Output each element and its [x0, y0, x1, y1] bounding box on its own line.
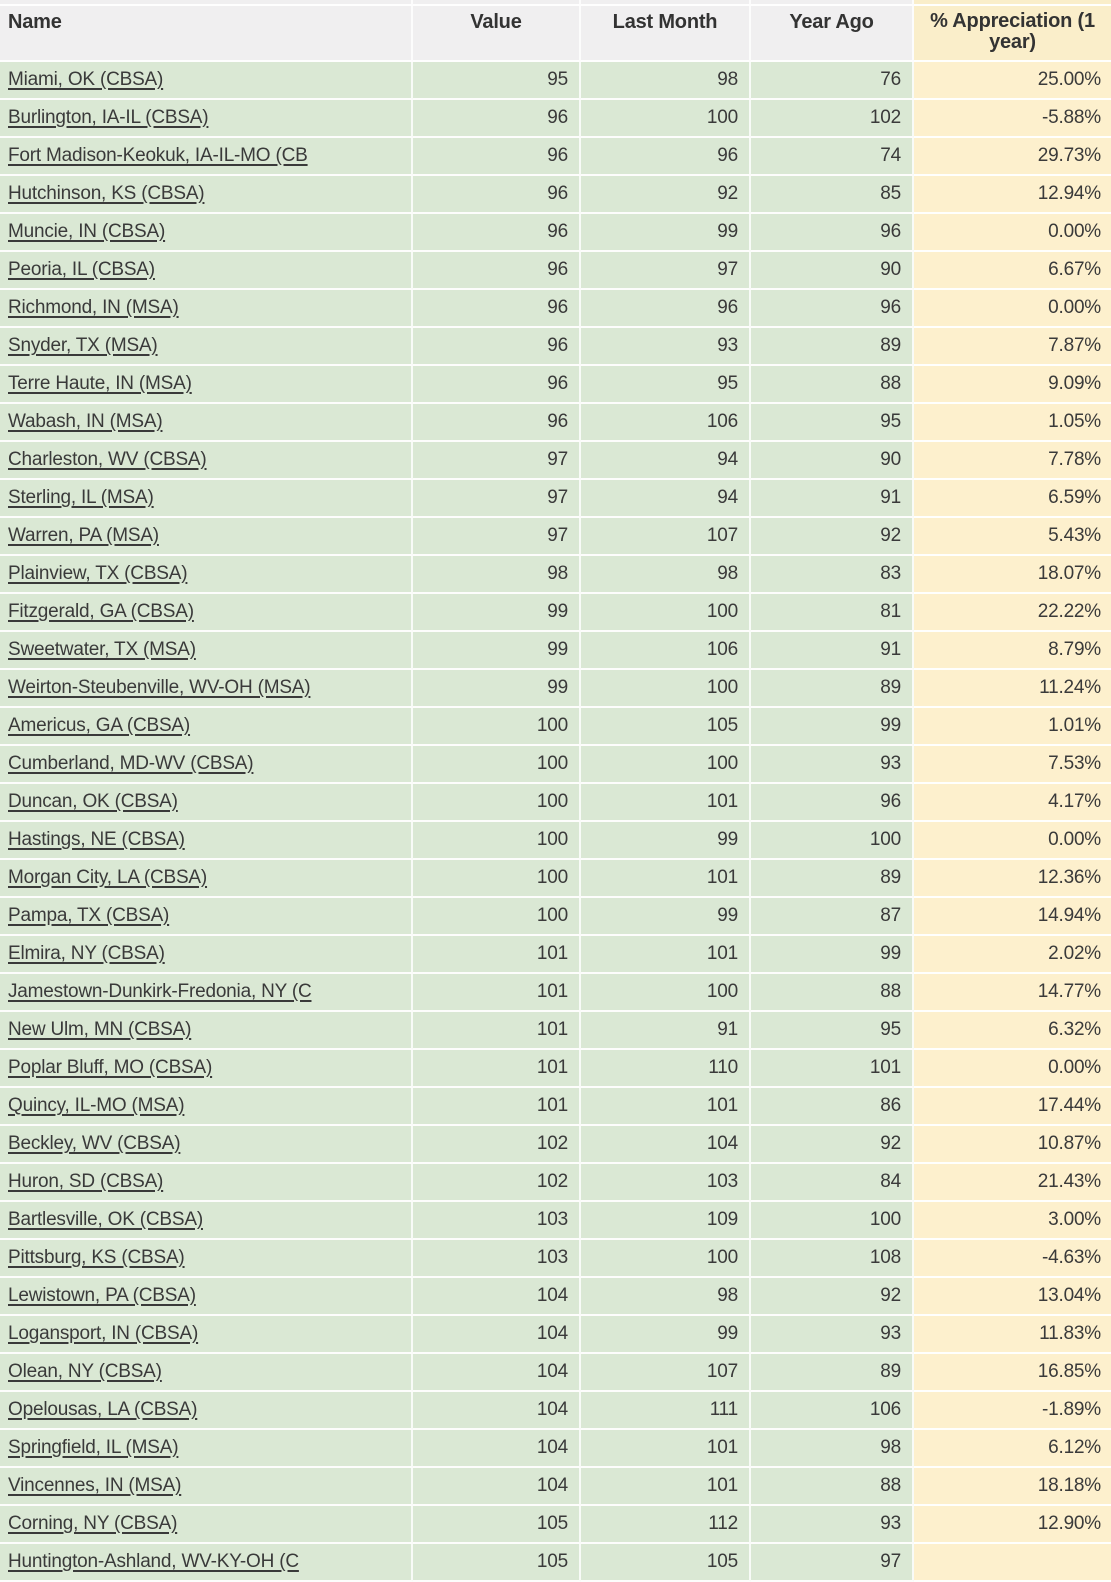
value-cell: 102	[413, 1126, 581, 1164]
value-cell: 97	[413, 518, 581, 556]
column-header-appreciation: % Appreciation (1 year)	[914, 6, 1111, 62]
last-month-cell: 96	[581, 290, 751, 328]
name-cell	[0, 670, 413, 708]
last-month-cell: 91	[581, 1012, 751, 1050]
year-ago-cell: 96	[751, 290, 914, 328]
name-link[interactable]: Sterling, IL (MSA)	[8, 487, 154, 508]
name-cell	[0, 366, 413, 404]
appreciation-cell: 6.12%	[914, 1430, 1111, 1468]
appreciation-cell: 1.05%	[914, 404, 1111, 442]
value-cell: 104	[413, 1430, 581, 1468]
last-month-cell: 105	[581, 708, 751, 746]
last-month-cell: 101	[581, 784, 751, 822]
name-cell	[0, 1430, 413, 1468]
last-month-cell: 103	[581, 1164, 751, 1202]
last-month-cell: 99	[581, 1316, 751, 1354]
year-ago-cell: 89	[751, 860, 914, 898]
last-month-cell: 106	[581, 404, 751, 442]
appreciation-cell: 6.59%	[914, 480, 1111, 518]
appreciation-cell: 18.07%	[914, 556, 1111, 594]
appreciation-cell: 13.04%	[914, 1278, 1111, 1316]
value-cell: 100	[413, 822, 581, 860]
last-month-cell: 95	[581, 366, 751, 404]
appreciation-cell: 1.01%	[914, 708, 1111, 746]
table-row	[0, 1544, 1111, 1582]
column-header-year-ago: Year Ago	[751, 6, 914, 62]
name-link[interactable]: Huron, SD (CBSA)	[8, 1171, 164, 1192]
table-row	[0, 860, 1111, 898]
value-cell: 99	[413, 670, 581, 708]
name-link[interactable]: Miami, OK (CBSA)	[8, 69, 164, 90]
last-month-cell: 106	[581, 632, 751, 670]
name-link[interactable]: Springfield, IL (MSA)	[8, 1437, 179, 1458]
appreciation-cell: 10.87%	[914, 1126, 1111, 1164]
last-month-cell: 92	[581, 176, 751, 214]
table-row	[0, 518, 1111, 556]
last-month-cell: 96	[581, 138, 751, 176]
table-row	[0, 100, 1111, 138]
value-cell: 100	[413, 860, 581, 898]
table-row	[0, 1240, 1111, 1278]
table-row	[0, 1164, 1111, 1202]
name-cell	[0, 746, 413, 784]
table-row	[0, 1050, 1111, 1088]
appreciation-cell: -4.63%	[914, 1240, 1111, 1278]
year-ago-cell: 87	[751, 898, 914, 936]
name-link[interactable]: Charleston, WV (CBSA)	[8, 449, 207, 470]
table-row	[0, 366, 1111, 404]
appreciation-cell: 0.00%	[914, 1050, 1111, 1088]
name-link[interactable]: Jamestown-Dunkirk-Fredonia, NY (C	[8, 981, 312, 1002]
name-link[interactable]: Weirton-Steubenville, WV-OH (MSA)	[8, 677, 311, 698]
year-ago-cell: 99	[751, 708, 914, 746]
name-link[interactable]: Terre Haute, IN (MSA)	[8, 373, 192, 394]
table-row	[0, 252, 1111, 290]
value-cell: 104	[413, 1354, 581, 1392]
name-link[interactable]: Wabash, IN (MSA)	[8, 411, 163, 432]
name-link[interactable]: Vincennes, IN (MSA)	[8, 1475, 182, 1496]
table-row	[0, 138, 1111, 176]
value-cell: 101	[413, 1012, 581, 1050]
name-link[interactable]: Warren, PA (MSA)	[8, 525, 159, 546]
last-month-cell: 104	[581, 1126, 751, 1164]
name-link[interactable]: Opelousas, LA (CBSA)	[8, 1399, 198, 1420]
last-month-cell: 101	[581, 1088, 751, 1126]
name-cell	[0, 290, 413, 328]
table-row	[0, 670, 1111, 708]
value-cell: 100	[413, 708, 581, 746]
name-link[interactable]: Plainview, TX (CBSA)	[8, 563, 188, 584]
name-cell	[0, 1050, 413, 1088]
last-month-cell: 100	[581, 974, 751, 1012]
value-cell: 96	[413, 214, 581, 252]
year-ago-cell: 93	[751, 1316, 914, 1354]
value-cell: 96	[413, 328, 581, 366]
last-month-cell: 107	[581, 1354, 751, 1392]
name-cell	[0, 1392, 413, 1430]
table-row	[0, 214, 1111, 252]
year-ago-cell: 91	[751, 632, 914, 670]
value-cell: 100	[413, 784, 581, 822]
year-ago-cell: 108	[751, 1240, 914, 1278]
year-ago-cell: 88	[751, 1468, 914, 1506]
value-cell: 95	[413, 62, 581, 100]
year-ago-cell: 84	[751, 1164, 914, 1202]
table-row	[0, 1088, 1111, 1126]
appreciation-cell: 2.02%	[914, 936, 1111, 974]
year-ago-cell: 99	[751, 936, 914, 974]
appreciation-cell: 8.79%	[914, 632, 1111, 670]
appreciation-cell	[914, 1544, 1111, 1582]
column-header-name: Name	[0, 6, 413, 62]
name-link[interactable]: Huntington-Ashland, WV-KY-OH (C	[8, 1551, 299, 1572]
last-month-cell: 98	[581, 556, 751, 594]
year-ago-cell: 88	[751, 974, 914, 1012]
year-ago-cell: 90	[751, 252, 914, 290]
table-row	[0, 62, 1111, 100]
name-link[interactable]: Poplar Bluff, MO (CBSA)	[8, 1057, 213, 1078]
name-link[interactable]: Americus, GA (CBSA)	[8, 715, 191, 736]
value-cell: 103	[413, 1202, 581, 1240]
name-cell	[0, 860, 413, 898]
name-cell	[0, 252, 413, 290]
year-ago-cell: 100	[751, 1202, 914, 1240]
year-ago-cell: 88	[751, 366, 914, 404]
appreciation-cell: 11.83%	[914, 1316, 1111, 1354]
appreciation-cell: 6.67%	[914, 252, 1111, 290]
appreciation-cell: 12.90%	[914, 1506, 1111, 1544]
value-cell: 99	[413, 594, 581, 632]
table-body	[0, 62, 1111, 1582]
table-row	[0, 632, 1111, 670]
name-link[interactable]: Corning, NY (CBSA)	[8, 1513, 178, 1534]
name-cell	[0, 1354, 413, 1392]
name-cell	[0, 214, 413, 252]
name-cell	[0, 1164, 413, 1202]
year-ago-cell: 93	[751, 1506, 914, 1544]
year-ago-cell: 101	[751, 1050, 914, 1088]
name-link[interactable]: Fitzgerald, GA (CBSA)	[8, 601, 194, 622]
name-cell	[0, 898, 413, 936]
name-link[interactable]: Bartlesville, OK (CBSA)	[8, 1209, 203, 1230]
name-link[interactable]: Fort Madison-Keokuk, IA-IL-MO (CB	[8, 145, 308, 166]
name-link[interactable]: Quincy, IL-MO (MSA)	[8, 1095, 185, 1116]
name-cell	[0, 1202, 413, 1240]
last-month-cell: 100	[581, 670, 751, 708]
table-row	[0, 1202, 1111, 1240]
table-row	[0, 1354, 1111, 1392]
year-ago-cell: 85	[751, 176, 914, 214]
appreciation-cell: 25.00%	[914, 62, 1111, 100]
name-cell	[0, 936, 413, 974]
year-ago-cell: 81	[751, 594, 914, 632]
name-cell	[0, 632, 413, 670]
value-cell: 96	[413, 366, 581, 404]
table-row	[0, 1126, 1111, 1164]
value-cell: 103	[413, 1240, 581, 1278]
name-link[interactable]: Sweetwater, TX (MSA)	[8, 639, 196, 660]
year-ago-cell: 96	[751, 784, 914, 822]
last-month-cell: 109	[581, 1202, 751, 1240]
year-ago-cell: 98	[751, 1430, 914, 1468]
table-row	[0, 1012, 1111, 1050]
table-row	[0, 1506, 1111, 1544]
value-cell: 105	[413, 1506, 581, 1544]
last-month-cell: 100	[581, 594, 751, 632]
table-row	[0, 936, 1111, 974]
name-link[interactable]: Richmond, IN (MSA)	[8, 297, 179, 318]
value-cell: 96	[413, 404, 581, 442]
appreciation-cell: 5.43%	[914, 518, 1111, 556]
name-cell	[0, 974, 413, 1012]
last-month-cell: 111	[581, 1392, 751, 1430]
value-cell: 102	[413, 1164, 581, 1202]
last-month-cell: 105	[581, 1544, 751, 1582]
name-cell	[0, 62, 413, 100]
value-cell: 100	[413, 898, 581, 936]
table-row	[0, 784, 1111, 822]
last-month-cell: 107	[581, 518, 751, 556]
name-link[interactable]: Pampa, TX (CBSA)	[8, 905, 170, 926]
name-cell	[0, 1126, 413, 1164]
table-row	[0, 480, 1111, 518]
year-ago-cell: 95	[751, 404, 914, 442]
year-ago-cell: 93	[751, 746, 914, 784]
name-link[interactable]: Elmira, NY (CBSA)	[8, 943, 165, 964]
table-row	[0, 1430, 1111, 1468]
table-row	[0, 290, 1111, 328]
name-cell	[0, 1278, 413, 1316]
name-cell	[0, 1468, 413, 1506]
table-row	[0, 328, 1111, 366]
name-cell	[0, 784, 413, 822]
value-cell: 104	[413, 1316, 581, 1354]
name-cell	[0, 822, 413, 860]
appreciation-cell: 4.17%	[914, 784, 1111, 822]
appreciation-cell: 16.85%	[914, 1354, 1111, 1392]
last-month-cell: 99	[581, 898, 751, 936]
name-link[interactable]: Pittsburg, KS (CBSA)	[8, 1247, 185, 1268]
last-month-cell: 101	[581, 1430, 751, 1468]
name-link[interactable]: Snyder, TX (MSA)	[8, 335, 158, 356]
year-ago-cell: 100	[751, 822, 914, 860]
appreciation-cell: 7.78%	[914, 442, 1111, 480]
year-ago-cell: 92	[751, 1126, 914, 1164]
last-month-cell: 98	[581, 62, 751, 100]
name-cell	[0, 1316, 413, 1354]
appreciation-cell: 0.00%	[914, 214, 1111, 252]
year-ago-cell: 96	[751, 214, 914, 252]
table-row	[0, 1468, 1111, 1506]
appreciation-cell: 6.32%	[914, 1012, 1111, 1050]
name-cell	[0, 328, 413, 366]
year-ago-cell: 97	[751, 1544, 914, 1582]
name-link[interactable]: Olean, NY (CBSA)	[8, 1361, 162, 1382]
value-cell: 101	[413, 1088, 581, 1126]
last-month-cell: 100	[581, 100, 751, 138]
last-month-cell: 98	[581, 1278, 751, 1316]
table-row	[0, 822, 1111, 860]
value-cell: 100	[413, 746, 581, 784]
appreciation-cell: 0.00%	[914, 290, 1111, 328]
last-month-cell: 94	[581, 442, 751, 480]
name-link[interactable]: Cumberland, MD-WV (CBSA)	[8, 753, 254, 774]
value-cell: 104	[413, 1392, 581, 1430]
last-month-cell: 94	[581, 480, 751, 518]
last-month-cell: 101	[581, 860, 751, 898]
name-link[interactable]: Duncan, OK (CBSA)	[8, 791, 178, 812]
name-link[interactable]: Beckley, WV (CBSA)	[8, 1133, 181, 1154]
last-month-cell: 101	[581, 1468, 751, 1506]
name-cell	[0, 518, 413, 556]
table-header-row	[0, 6, 1111, 62]
year-ago-cell: 91	[751, 480, 914, 518]
appreciation-cell: 3.00%	[914, 1202, 1111, 1240]
year-ago-cell: 89	[751, 670, 914, 708]
value-cell: 96	[413, 100, 581, 138]
name-cell	[0, 1088, 413, 1126]
value-cell: 96	[413, 176, 581, 214]
appreciation-cell: -5.88%	[914, 100, 1111, 138]
name-link[interactable]: Burlington, IA-IL (CBSA)	[8, 107, 209, 128]
name-link[interactable]: Logansport, IN (CBSA)	[8, 1323, 199, 1344]
year-ago-cell: 76	[751, 62, 914, 100]
year-ago-cell: 102	[751, 100, 914, 138]
last-month-cell: 99	[581, 822, 751, 860]
appreciation-cell: 29.73%	[914, 138, 1111, 176]
value-cell: 97	[413, 442, 581, 480]
table-row	[0, 974, 1111, 1012]
value-cell: 101	[413, 936, 581, 974]
appreciation-cell: -1.89%	[914, 1392, 1111, 1430]
appreciation-cell: 22.22%	[914, 594, 1111, 632]
year-ago-cell: 92	[751, 1278, 914, 1316]
table-row	[0, 746, 1111, 784]
table-row	[0, 404, 1111, 442]
name-link[interactable]: Muncie, IN (CBSA)	[8, 221, 166, 242]
year-ago-cell: 89	[751, 328, 914, 366]
name-cell	[0, 480, 413, 518]
last-month-cell: 99	[581, 214, 751, 252]
name-link[interactable]: Hutchinson, KS (CBSA)	[8, 183, 205, 204]
last-month-cell: 100	[581, 1240, 751, 1278]
column-header-last-month: Last Month	[581, 6, 751, 62]
appreciation-cell: 11.24%	[914, 670, 1111, 708]
year-ago-cell: 86	[751, 1088, 914, 1126]
year-ago-cell: 90	[751, 442, 914, 480]
value-cell: 97	[413, 480, 581, 518]
value-cell: 96	[413, 138, 581, 176]
year-ago-cell: 74	[751, 138, 914, 176]
last-month-cell: 97	[581, 252, 751, 290]
name-link[interactable]: Peoria, IL (CBSA)	[8, 259, 155, 280]
year-ago-cell: 106	[751, 1392, 914, 1430]
name-link[interactable]: Lewistown, PA (CBSA)	[8, 1285, 196, 1306]
table-row	[0, 1278, 1111, 1316]
table-row	[0, 898, 1111, 936]
last-month-cell: 100	[581, 746, 751, 784]
table-row	[0, 708, 1111, 746]
year-ago-cell: 89	[751, 1354, 914, 1392]
name-cell	[0, 1544, 413, 1582]
value-cell: 99	[413, 632, 581, 670]
last-month-cell: 93	[581, 328, 751, 366]
name-link[interactable]: New Ulm, MN (CBSA)	[8, 1019, 192, 1040]
table-row	[0, 594, 1111, 632]
appreciation-cell: 21.43%	[914, 1164, 1111, 1202]
name-cell	[0, 138, 413, 176]
year-ago-cell: 83	[751, 556, 914, 594]
appreciation-cell: 18.18%	[914, 1468, 1111, 1506]
table-row	[0, 556, 1111, 594]
appreciation-cell: 14.94%	[914, 898, 1111, 936]
value-cell: 101	[413, 1050, 581, 1088]
table-row	[0, 176, 1111, 214]
value-cell: 105	[413, 1544, 581, 1582]
value-cell: 96	[413, 252, 581, 290]
value-cell: 104	[413, 1468, 581, 1506]
year-ago-cell: 92	[751, 518, 914, 556]
name-cell	[0, 556, 413, 594]
appreciation-cell: 9.09%	[914, 366, 1111, 404]
appreciation-cell: 14.77%	[914, 974, 1111, 1012]
table-row	[0, 442, 1111, 480]
last-month-cell: 110	[581, 1050, 751, 1088]
appreciation-cell: 7.87%	[914, 328, 1111, 366]
table-row	[0, 1392, 1111, 1430]
last-month-cell: 112	[581, 1506, 751, 1544]
appreciation-cell: 12.36%	[914, 860, 1111, 898]
last-month-cell: 101	[581, 936, 751, 974]
appreciation-cell: 0.00%	[914, 822, 1111, 860]
column-header-value: Value	[413, 6, 581, 62]
name-link[interactable]: Morgan City, LA (CBSA)	[8, 867, 208, 888]
value-cell: 104	[413, 1278, 581, 1316]
name-cell	[0, 1506, 413, 1544]
name-cell	[0, 100, 413, 138]
name-cell	[0, 176, 413, 214]
year-ago-cell: 95	[751, 1012, 914, 1050]
name-cell	[0, 1012, 413, 1050]
appreciation-cell: 7.53%	[914, 746, 1111, 784]
table-row	[0, 1316, 1111, 1354]
value-cell: 101	[413, 974, 581, 1012]
name-cell	[0, 1240, 413, 1278]
name-cell	[0, 594, 413, 632]
name-cell	[0, 442, 413, 480]
appreciation-cell: 12.94%	[914, 176, 1111, 214]
name-cell	[0, 708, 413, 746]
value-cell: 98	[413, 556, 581, 594]
name-link[interactable]: Hastings, NE (CBSA)	[8, 829, 185, 850]
name-cell	[0, 404, 413, 442]
value-cell: 96	[413, 290, 581, 328]
appreciation-cell: 17.44%	[914, 1088, 1111, 1126]
